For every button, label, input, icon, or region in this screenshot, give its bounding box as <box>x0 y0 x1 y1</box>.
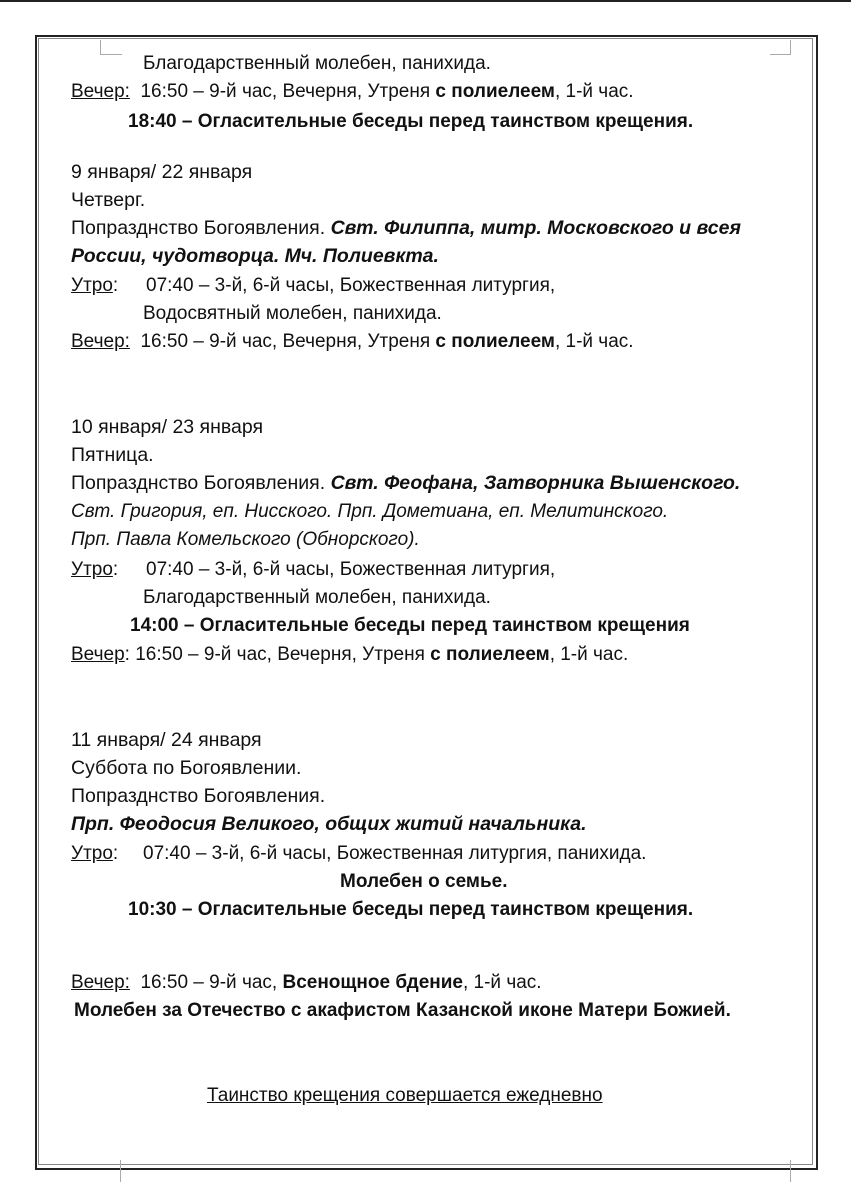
evening-time: 16:50 – 9-й час, Вечерня, Утреня <box>140 331 431 352</box>
evening-tail: , 1-й час. <box>554 331 634 352</box>
block1-evening-line <box>71 80 634 104</box>
evening-emphasis: с полиелеем <box>430 644 550 665</box>
day2-saints-line2: Прп. Павла Комельского (Обнорского). <box>71 529 420 550</box>
day1-feast-a: Попразднство Богоявления. <box>71 217 326 239</box>
evening-label: Вечер: <box>71 81 130 102</box>
evening-label: Вечер <box>71 644 125 665</box>
evening-emphasis: с полиелеем <box>435 81 555 102</box>
crop-mark <box>790 40 791 54</box>
footer-note: Таинство крещения совершается ежедневно <box>207 1085 603 1106</box>
evening-tail: , 1-й час. <box>554 81 634 102</box>
top-edge-line <box>0 0 851 2</box>
day2-catechesis: 14:00 – Огласительные беседы перед таинством крещения <box>130 615 690 636</box>
crop-mark <box>770 54 791 55</box>
day2-date: 10 января/ 23 января <box>71 416 264 438</box>
day1-evening-line <box>71 330 634 354</box>
day1-morning-line <box>71 274 118 298</box>
day1-date: 9 января/ 22 января <box>71 161 253 183</box>
evening-emphasis: Всенощное бдение <box>282 972 463 993</box>
day3-date: 11 января/ 24 января <box>71 729 262 751</box>
day2-feast-b: Свт. Феофана, Затворника Вышенского. <box>330 472 741 494</box>
evening-tail: , 1-й час. <box>549 644 629 665</box>
block1-catechesis: 18:40 – Огласительные беседы перед таинством крещения. <box>128 111 694 132</box>
day3-morning-text: 07:40 – 3-й, 6-й часы, Божественная литургия, панихида. <box>143 843 647 864</box>
evening-colon: : <box>124 644 130 665</box>
crop-mark <box>100 40 101 54</box>
evening-time: 16:50 – 9-й час, <box>140 972 278 993</box>
day1-feast-line2: России, чудотворца. Мч. Полиевкта. <box>71 245 439 267</box>
day2-feast-line <box>71 471 740 495</box>
crop-mark <box>120 1160 121 1182</box>
day1-feast-line1 <box>71 216 741 240</box>
morning-label: Утро <box>71 559 113 580</box>
evening-time: 16:50 – 9-й час, Вечерня, Утреня <box>140 81 431 102</box>
day3-feast-a: Попразднство Богоявления. <box>71 785 326 807</box>
day3-catechesis: 10:30 – Огласительные беседы перед таинством крещения. <box>128 899 694 920</box>
day3-evening-line <box>71 971 542 995</box>
crop-mark <box>100 54 122 55</box>
day3-morning-line <box>71 842 118 866</box>
morning-label: Утро <box>71 275 113 296</box>
day2-weekday: Пятница. <box>71 444 154 466</box>
day2-saints-line1: Свт. Григория, еп. Нисского. Прп. Дометиана, еп. Мелитинского. <box>71 501 669 522</box>
morning-label: Утро <box>71 843 113 864</box>
day1-weekday: Четверг. <box>71 189 146 211</box>
day2-morning-text2: Благодарственный молебен, панихида. <box>143 587 491 608</box>
evening-emphasis: с полиелеем <box>435 331 555 352</box>
day2-morning-text: 07:40 – 3-й, 6-й часы, Божественная литургия, <box>146 559 556 580</box>
day1-feast-b: Свт. Филиппа, митр. Московского и всея <box>330 217 741 239</box>
day2-evening-line <box>71 643 628 667</box>
day2-feast-a: Попразднство Богоявления. <box>71 472 326 494</box>
day1-morning-text: 07:40 – 3-й, 6-й часы, Божественная литургия, <box>146 275 556 296</box>
evening-tail: , 1-й час. <box>462 972 542 993</box>
evening-label: Вечер: <box>71 972 130 993</box>
day3-feast-b: Прп. Феодосия Великого, общих житий начальника. <box>71 813 587 835</box>
morning-colon: : <box>112 275 119 296</box>
crop-mark <box>790 1160 791 1182</box>
day3-weekday: Суббота по Богоявлении. <box>71 757 302 779</box>
evening-time: 16:50 – 9-й час, Вечерня, Утреня <box>135 644 425 665</box>
block1-cont-line: Благодарственный молебен, панихида. <box>143 53 491 74</box>
day2-morning-line <box>71 558 118 582</box>
day3-fatherland-prayer: Молебен за Отечество с акафистом Казанской иконе Матери Божией. <box>74 1000 731 1021</box>
day1-morning-text2: Водосвятный молебен, панихида. <box>143 303 442 324</box>
morning-colon: : <box>112 559 119 580</box>
evening-label: Вечер: <box>71 331 130 352</box>
day3-prayer-family: Молебен о семье. <box>340 871 508 892</box>
morning-colon: : <box>112 843 119 864</box>
